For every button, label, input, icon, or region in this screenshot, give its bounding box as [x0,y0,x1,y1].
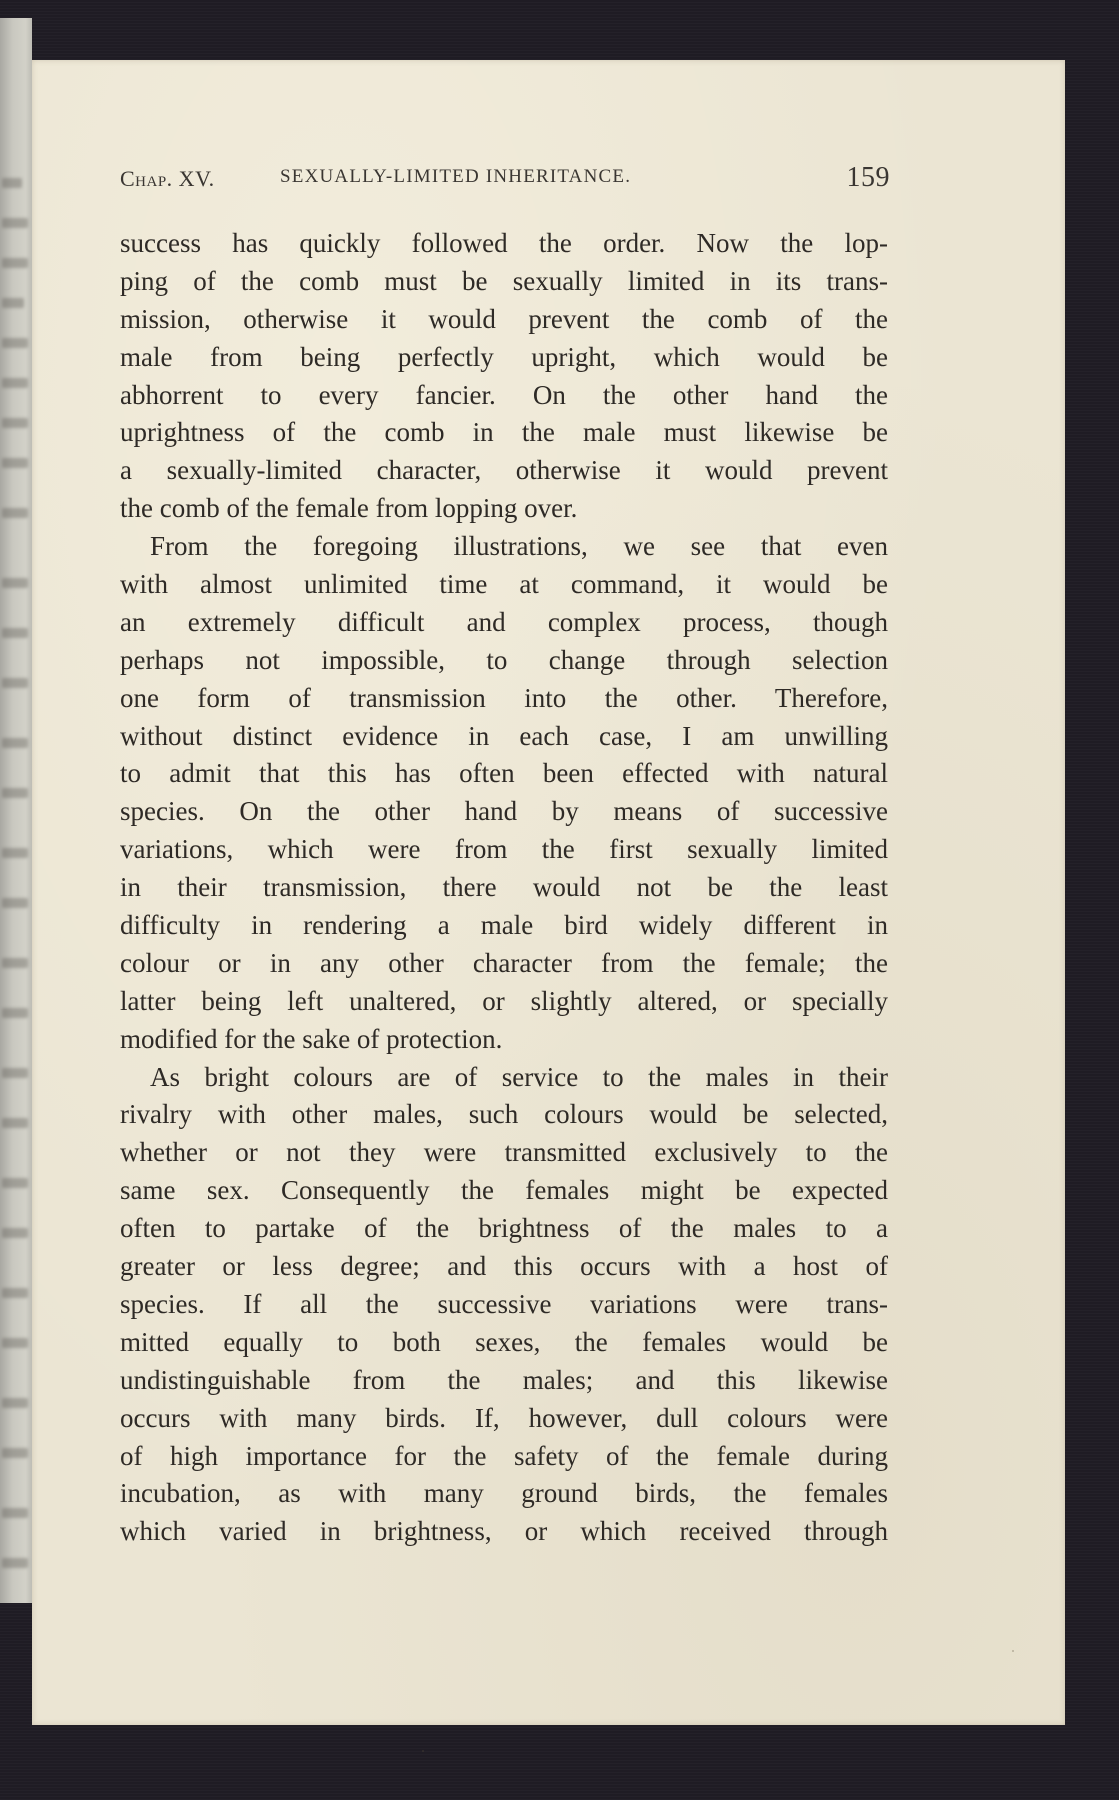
text-line: mission, otherwise it would prevent the comb of the [120,303,888,334]
paper-speck [422,1750,424,1752]
text-line: male from being perfectly upright, which would be [120,341,888,372]
facing-page-text-ghost [2,1118,28,1128]
text-line: perhaps not impossible, to change through selection [120,644,888,675]
book-page [32,60,1065,1725]
chapter-label: Chap. XV. [120,166,215,191]
facing-page-text-ghost [2,678,28,688]
facing-page-text-ghost [2,338,28,348]
page-number: 159 [846,162,890,193]
facing-page-text-ghost [2,458,28,468]
text-line: greater or less degree; and this occurs with a host of [120,1251,888,1282]
paper-speck [1012,1650,1014,1652]
facing-page-text-ghost [2,1228,28,1238]
body-text [120,225,888,1551]
text-line: undistinguishable from the males; and this likewise [120,1364,888,1395]
paragraph-start-line: As bright colours are of service to the males in their [150,1061,888,1092]
facing-page-text-ghost [2,178,22,188]
facing-page-text-ghost [2,1508,28,1518]
text-line: latter being left unaltered, or slightly altered, or specially [120,985,888,1016]
text-line: rivalry with other males, such colours would be selected, [120,1099,888,1130]
text-line: ping of the comb must be sexually limited in its trans- [120,265,888,296]
text-line: incubation, as with many ground birds, the females [120,1478,888,1509]
facing-page-text-ghost [2,628,28,638]
facing-page-text-ghost [2,958,28,968]
facing-page-text-ghost [2,1288,28,1298]
paragraph-start-line: From the foregoing illustrations, we see that even [150,531,888,562]
facing-page-text-ghost [2,1558,28,1568]
text-line: a sexually-limited character, otherwise it would prevent [120,455,888,486]
facing-page-text-ghost [2,508,28,518]
text-line: success has quickly followed the order. Now the lop- [120,228,888,258]
text-line: which varied in brightness, or which received through [120,1516,888,1547]
text-line: one form of transmission into the other. Therefore, [120,682,888,713]
text-line: difficulty in rendering a male bird widely different in [120,910,888,941]
facing-page-text-ghost [2,298,24,308]
text-line: whether or not they were transmitted exclusively to the [120,1137,888,1168]
text-line: species. On the other hand by means of successive [120,796,888,827]
facing-page-text-ghost [2,1398,28,1408]
facing-page-text-ghost [2,1008,28,1018]
text-line: in their transmission, there would not be the least [120,872,888,903]
text-line: to admit that this has often been effected with natural [120,758,888,789]
text-line: same sex. Consequently the females might be expected [120,1175,888,1206]
facing-page-text-ghost [2,378,28,388]
running-head-title: SEXUALLY-LIMITED INHERITANCE. [280,166,632,187]
text-line: abhorrent to every fancier. On the other hand the [120,379,888,410]
facing-page-text-ghost [2,218,28,228]
text-line: of high importance for the safety of the female during [120,1440,888,1471]
text-line: occurs with many birds. If, however, dull colours were [120,1402,888,1433]
text-line: the comb of the female from lopping over. [120,493,578,524]
facing-page-text-ghost [2,1448,28,1458]
facing-page-text-ghost [2,848,28,858]
text-line: often to partake of the brightness of the males to a [120,1213,888,1244]
text-line: species. If all the successive variations were trans- [120,1288,888,1319]
text-line: with almost unlimited time at command, it would be [120,569,888,600]
facing-page-text-ghost [2,1178,28,1188]
facing-page-text-ghost [2,788,28,798]
text-line: colour or in any other character from the female; the [120,947,888,978]
text-line: mitted equally to both sexes, the females would be [120,1326,888,1357]
facing-page-text-ghost [2,258,28,268]
facing-page-text-ghost [2,898,28,908]
facing-page-text-ghost [2,578,28,588]
facing-page-text-ghost [2,418,28,428]
text-line: an extremely difficult and complex process, though [120,606,888,637]
text-line: modified for the sake of protection. [120,1023,503,1054]
text-line: variations, which were from the first sexually limited [120,834,888,865]
facing-page-text-ghost [2,1068,28,1078]
facing-page-text-ghost [2,738,28,748]
text-line: without distinct evidence in each case, I am unwilling [120,720,888,751]
running-head [120,162,888,192]
facing-page-text-ghost [2,1338,28,1348]
facing-page-edge [0,18,32,1603]
text-line: uprightness of the comb in the male must likewise be [120,417,888,448]
